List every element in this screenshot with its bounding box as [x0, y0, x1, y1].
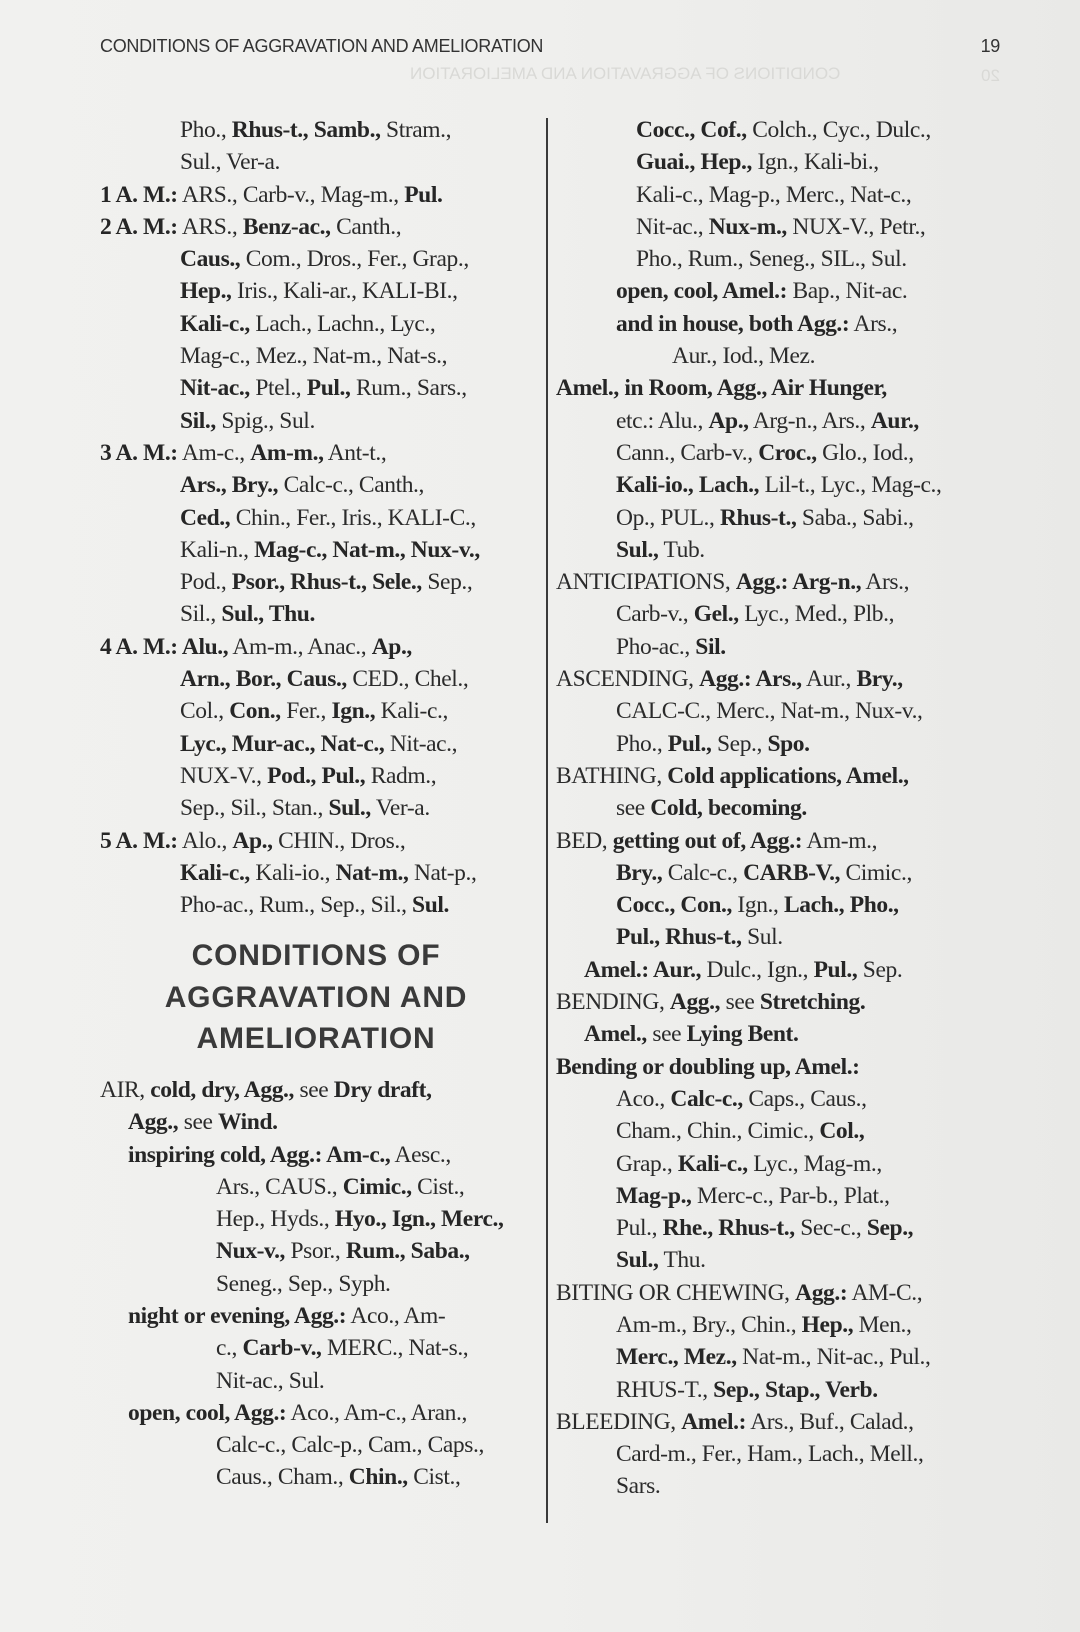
bold-remedy-text: Gel.,: [693, 601, 739, 628]
text-line: [556, 372, 1004, 404]
text-line: [556, 308, 1004, 340]
plain-text: Cist.,: [411, 1173, 465, 1200]
bold-remedy-text: Agg.: Ars.,: [699, 666, 802, 693]
text-line: [100, 566, 532, 598]
plain-text: Kali-c., Mag-p., Merc., Nat-c.,: [636, 181, 912, 208]
left-entries-after-heading: [100, 1074, 532, 1494]
bold-remedy-text: Caus.,: [180, 246, 241, 273]
plain-text: see: [646, 1021, 687, 1048]
plain-text: see: [178, 1109, 218, 1136]
bold-remedy-text: Mag-c., Nat-m., Nux-v.,: [254, 536, 480, 563]
bold-remedy-text: Cocc., Cof.,: [636, 117, 747, 143]
plain-text: MERC., Nat-s.,: [321, 1335, 469, 1362]
plain-text: Op., PUL.,: [616, 504, 720, 531]
plain-text: Cann., Carb-v.,: [616, 439, 759, 466]
bold-remedy-text: inspiring cold, Agg.: Am-c.,: [128, 1141, 391, 1168]
bold-remedy-text: open, cool, Agg.:: [128, 1399, 287, 1426]
bold-remedy-text: Cold, becoming.: [650, 795, 807, 822]
plain-text: Tub.: [658, 536, 705, 563]
bold-remedy-text: 4 A. M.: Alu.,: [100, 633, 229, 660]
text-line: [556, 792, 1004, 824]
bold-remedy-text: Lying Bent.: [686, 1021, 799, 1048]
plain-text: Ver-a.: [370, 795, 430, 822]
plain-text: etc.: Alu.,: [616, 407, 709, 434]
plain-text: ARS.,: [177, 213, 243, 240]
bold-remedy-text: Col.,: [819, 1118, 865, 1145]
bold-remedy-text: Benz-ac.,: [242, 213, 331, 240]
bold-remedy-text: Croc.,: [758, 439, 817, 466]
text-line: [100, 146, 532, 178]
bold-remedy-text: Ars., Bry.,: [180, 472, 279, 499]
bold-remedy-text: Spo.: [767, 730, 810, 757]
text-line: [100, 502, 532, 534]
section-heading-line-1: CONDITIONS OF: [191, 939, 441, 973]
bold-remedy-text: Sul.,: [616, 1247, 659, 1274]
text-line: [100, 534, 532, 566]
plain-text: Colch., Cyc., Dulc.,: [746, 117, 931, 143]
plain-text: c.,: [216, 1335, 243, 1362]
bold-remedy-text: 2 A. M.:: [100, 213, 178, 240]
bold-remedy-text: Ap.,: [371, 633, 412, 660]
plain-text: Pho-ac., Rum., Sep., Sil.,: [180, 892, 413, 919]
plain-text: Cimic.,: [840, 859, 912, 886]
text-line: [100, 857, 532, 889]
text-line: [556, 114, 1004, 146]
bold-remedy-text: Rum., Saba.,: [345, 1238, 470, 1265]
text-line: [556, 243, 1004, 275]
plain-text: Lyc., Med., Plb.,: [738, 601, 895, 628]
plain-text: Glo., Iod.,: [816, 439, 914, 466]
bold-remedy-text: Nat-m.,: [335, 859, 409, 886]
bold-remedy-text: Mag-p.,: [616, 1182, 692, 1209]
plain-text: Spig., Sul.: [215, 407, 315, 434]
bold-remedy-text: cold, dry, Agg.,: [150, 1076, 294, 1103]
text-line: [100, 1397, 532, 1429]
plain-text: Thu.: [658, 1247, 706, 1274]
plain-text: Calc-c., Calc-p., Cam., Caps.,: [216, 1432, 484, 1459]
plain-text: Nit-ac.,: [636, 213, 709, 240]
text-line: [100, 469, 532, 501]
plain-text: AM-C.,: [847, 1279, 923, 1306]
text-line: [100, 598, 532, 630]
plain-text: Ars.,: [849, 310, 898, 337]
plain-text: Kali-c.,: [375, 698, 448, 725]
bold-remedy-text: Kali-io., Lach.,: [616, 472, 760, 499]
bold-remedy-text: Hyo., Ign., Merc.,: [334, 1206, 504, 1233]
text-line: [556, 1180, 1004, 1212]
bold-remedy-text: Agg.,: [669, 989, 721, 1016]
plain-text: Col.,: [180, 698, 230, 725]
bold-remedy-text: Cocc., Con.,: [616, 892, 732, 919]
plain-text: Card-m., Fer., Ham., Lach., Mell.,: [616, 1441, 924, 1468]
text-line: [556, 1148, 1004, 1180]
text-line: [100, 437, 532, 469]
plain-text: Nit-ac.,: [384, 730, 458, 757]
plain-text: Bap., Nit-ac.: [787, 278, 908, 305]
text-line: [100, 1365, 532, 1397]
plain-text: Radm.,: [365, 762, 437, 789]
bold-remedy-text: Sep.,: [866, 1215, 914, 1242]
bold-remedy-text: Am-m.,: [250, 439, 324, 466]
left-column: [100, 114, 532, 1494]
bold-remedy-text: Guai., Hep.,: [636, 149, 752, 176]
plain-text: Pho.,: [180, 117, 232, 143]
text-line: [556, 1115, 1004, 1147]
text-line: [556, 889, 1004, 921]
bold-remedy-text: Sep., Stap., Verb.: [713, 1376, 878, 1403]
text-line: [100, 372, 532, 404]
bold-remedy-text: Dry draft,: [333, 1076, 432, 1103]
plain-text: Lach., Lachn., Lyc.,: [249, 310, 436, 337]
plain-text: Men.,: [853, 1311, 912, 1338]
plain-text: Kali-n.,: [180, 536, 255, 563]
bold-remedy-text: Rhe., Rhus-t.,: [662, 1215, 795, 1242]
bold-remedy-text: Pod., Pul.,: [267, 762, 366, 789]
text-line: [100, 1139, 532, 1171]
bold-remedy-text: Stretching.: [759, 989, 866, 1016]
plain-text: Aco., Am-c., Aran.,: [286, 1399, 467, 1426]
bold-remedy-text: Cold applications, Amel.,: [667, 762, 909, 789]
text-line: [556, 1309, 1004, 1341]
text-line: [100, 825, 532, 857]
plain-text: Carb-v.,: [616, 601, 694, 628]
plain-text: Sil.,: [180, 601, 222, 628]
plain-text: RHUS-T.,: [616, 1376, 714, 1403]
plain-text: Saba., Sabi.,: [796, 504, 914, 531]
plain-text: Alo.,: [177, 827, 233, 854]
bold-remedy-text: Sul.,: [616, 536, 659, 563]
bold-remedy-text: Pul., Rhus-t.,: [616, 924, 742, 951]
text-line: [556, 1341, 1004, 1373]
bold-remedy-text: night or evening, Agg.:: [128, 1303, 347, 1329]
bold-remedy-text: Con.,: [229, 698, 281, 725]
text-line: [100, 211, 532, 243]
bold-remedy-text: Amel., in Room, Agg., Air Hunger,: [556, 375, 887, 402]
left-entries-before-heading: [100, 114, 532, 921]
plain-text: NUX-V.,: [180, 762, 268, 789]
text-line: [556, 1277, 1004, 1309]
plain-text: Stram.,: [380, 117, 452, 143]
text-line: [556, 340, 1004, 372]
plain-text: Cham., Chin., Cimic.,: [616, 1118, 820, 1145]
plain-text: Ign.,: [731, 892, 784, 919]
bold-remedy-text: Chin.,: [348, 1464, 408, 1491]
bold-remedy-text: Kali-c.,: [180, 859, 250, 886]
plain-text: Am-c.,: [177, 439, 251, 466]
bold-remedy-text: Sul.: [412, 892, 449, 919]
bold-remedy-text: Sul., Thu.: [221, 601, 315, 628]
text-line: [556, 1051, 1004, 1083]
plain-text: Aur.,: [801, 666, 857, 693]
plain-text: Arg-n., Ars.,: [748, 407, 871, 434]
text-line: [556, 921, 1004, 953]
text-line: [556, 566, 1004, 598]
plain-text: Lil-t., Lyc., Mag-c.,: [759, 472, 942, 499]
bold-remedy-text: Cimic.,: [342, 1173, 412, 1200]
plain-text: CALC-C., Merc., Nat-m., Nux-v.,: [616, 698, 923, 725]
plain-text: Seneg., Sep., Syph.: [216, 1270, 391, 1297]
bold-remedy-text: 3 A. M.:: [100, 439, 178, 466]
plain-text: CED., Chel.,: [346, 666, 469, 693]
plain-text: Aco., Am-: [346, 1303, 446, 1329]
plain-text: Ars.,: [861, 569, 910, 596]
plain-text: Chin., Fer., Iris., KALI-C.,: [230, 504, 476, 531]
bold-remedy-text: Sil.,: [180, 407, 216, 434]
text-line: [100, 1171, 532, 1203]
plain-text: Sul., Ver-a.: [180, 149, 281, 176]
text-line: [100, 1429, 532, 1461]
plain-text: Sep.,: [421, 569, 473, 596]
text-line: [556, 534, 1004, 566]
text-line: [100, 308, 532, 340]
text-line: [556, 275, 1004, 307]
text-line: [556, 179, 1004, 211]
bold-remedy-text: Calc-c.,: [670, 1085, 743, 1112]
text-line: [100, 114, 532, 146]
bold-remedy-text: Agg.:: [795, 1279, 848, 1306]
plain-text: Pul.,: [616, 1215, 663, 1242]
plain-text: Sep.,: [711, 730, 768, 757]
right-column: [556, 114, 1004, 1503]
plain-text: Dulc., Ign.,: [701, 956, 814, 983]
bold-remedy-text: Ap.,: [708, 407, 749, 434]
bold-remedy-text: Psor., Rhus-t., Sele.,: [231, 569, 422, 596]
text-line: [556, 405, 1004, 437]
bold-remedy-text: Amel.:: [681, 1408, 747, 1435]
text-line: [556, 663, 1004, 695]
text-line: [100, 728, 532, 760]
plain-text: BATHING,: [556, 762, 668, 789]
text-line: [556, 695, 1004, 727]
text-line: [556, 986, 1004, 1018]
plain-text: Sars.: [616, 1473, 661, 1500]
plain-text: BED,: [556, 827, 613, 854]
bold-remedy-text: Amel.: Aur.,: [584, 956, 702, 983]
plain-text: Kali-io.,: [249, 859, 336, 886]
text-line: [556, 1438, 1004, 1470]
text-line: [556, 1018, 1004, 1050]
bold-remedy-text: Nux-v.,: [216, 1238, 286, 1265]
plain-text: Fer.,: [280, 698, 332, 725]
plain-text: ARS., Carb-v., Mag-m.,: [177, 181, 405, 208]
plain-text: CHIN., Dros.,: [272, 827, 406, 854]
text-line: [100, 1235, 532, 1267]
bold-remedy-text: Amel.,: [584, 1021, 647, 1048]
plain-text: Am-m., Bry., Chin.,: [616, 1311, 802, 1338]
bold-remedy-text: Sul.,: [328, 795, 371, 822]
text-line: [556, 469, 1004, 501]
plain-text: Psor.,: [285, 1238, 346, 1265]
bold-remedy-text: Nit-ac.,: [180, 375, 250, 402]
bold-remedy-text: Hep.,: [180, 278, 232, 305]
bold-remedy-text: Nux-m.,: [708, 213, 787, 240]
plain-text: Lyc., Mag-m.,: [747, 1150, 882, 1177]
plain-text: Nat-m., Nit-ac., Pul.,: [736, 1344, 931, 1371]
plain-text: ASCENDING,: [556, 666, 700, 693]
text-line: [100, 792, 532, 824]
bold-remedy-text: Rhus-t., Samb.,: [231, 117, 381, 143]
plain-text: Com., Dros., Fer., Grap.,: [240, 246, 469, 273]
plain-text: Pod.,: [180, 569, 232, 596]
plain-text: Nit-ac., Sul.: [216, 1367, 325, 1394]
text-line: [556, 1374, 1004, 1406]
plain-text: Aco.,: [616, 1085, 671, 1112]
plain-text: Pho.,: [616, 730, 668, 757]
text-line: [556, 598, 1004, 630]
text-line: [100, 275, 532, 307]
bleed-through-title: CONDITIONS OF AGGRAVATION AND AMELIORATION: [410, 64, 841, 83]
bold-remedy-text: CARB-V.,: [743, 859, 841, 886]
bold-remedy-text: Ign.,: [331, 698, 376, 725]
text-line: [556, 146, 1004, 178]
right-entries: [556, 114, 1004, 1503]
bold-remedy-text: Hep.,: [801, 1311, 854, 1338]
bold-remedy-text: Sil.: [695, 633, 726, 660]
bold-remedy-text: 1 A. M.:: [100, 181, 178, 208]
plain-text: Ant-t.,: [323, 439, 387, 466]
text-line: [100, 695, 532, 727]
plain-text: Hep., Hyds.,: [216, 1206, 335, 1233]
text-line: [100, 1074, 532, 1106]
text-line: [100, 889, 532, 921]
plain-text: AIR,: [100, 1076, 151, 1103]
page-number: 19: [980, 36, 1000, 56]
plain-text: Cist.,: [407, 1464, 461, 1491]
section-heading: [100, 935, 532, 1060]
plain-text: Ars., CAUS.,: [216, 1173, 343, 1200]
plain-text: Nat-p.,: [408, 859, 477, 886]
plain-text: see: [294, 1076, 334, 1103]
text-line: [556, 1244, 1004, 1276]
bold-remedy-text: Rhus-t.,: [719, 504, 797, 531]
text-line: [556, 857, 1004, 889]
text-line: [556, 502, 1004, 534]
bold-remedy-text: Arn., Bor., Caus.,: [180, 666, 347, 693]
plain-text: Aur., Iod., Mez.: [672, 343, 816, 370]
plain-text: Pho-ac.,: [616, 633, 696, 660]
bold-remedy-text: and in house, both Agg.:: [616, 310, 850, 337]
bold-remedy-text: Agg.,: [128, 1109, 179, 1136]
plain-text: BENDING,: [556, 989, 670, 1016]
bleed-through-page-number: 20: [981, 66, 1000, 85]
plain-text: BITING OR CHEWING,: [556, 1279, 796, 1306]
plain-text: Canth.,: [330, 213, 402, 240]
bold-remedy-text: Kali-c.,: [180, 310, 250, 337]
text-line: [100, 1300, 532, 1332]
text-line: [100, 1203, 532, 1235]
plain-text: see: [616, 795, 651, 822]
plain-text: Sep., Sil., Stan.,: [180, 795, 329, 822]
bold-remedy-text: Carb-v.,: [242, 1335, 322, 1362]
text-line: [100, 1106, 532, 1138]
plain-text: Sul.: [741, 924, 783, 951]
section-heading-line-2: AGGRAVATION AND: [164, 980, 468, 1014]
bold-remedy-text: open, cool, Amel.:: [616, 278, 787, 305]
bold-remedy-text: Aur.,: [870, 407, 919, 434]
text-line: [556, 954, 1004, 986]
text-line: [556, 211, 1004, 243]
text-line: [100, 631, 532, 663]
plain-text: BLEEDING,: [556, 1408, 682, 1435]
plain-text: Ign., Kali-bi.,: [751, 149, 879, 176]
text-line: [556, 1406, 1004, 1438]
bold-remedy-text: Lach., Pho.,: [783, 892, 899, 919]
text-line: [556, 437, 1004, 469]
bold-remedy-text: Wind.: [218, 1109, 278, 1136]
bold-remedy-text: Lyc., Mur-ac., Nat-c.,: [180, 730, 385, 757]
text-line: [100, 1268, 532, 1300]
running-head-title: CONDITIONS OF AGGRAVATION AND AMELIORATION: [100, 36, 544, 56]
bold-remedy-text: Bry.,: [856, 666, 903, 693]
bold-remedy-text: Ced.,: [180, 504, 231, 531]
plain-text: Grap.,: [616, 1150, 678, 1177]
text-line: [100, 1461, 532, 1493]
bold-remedy-text: 5 A. M.:: [100, 827, 178, 854]
bold-remedy-text: Bry.,: [616, 859, 663, 886]
column-divider: [546, 118, 548, 1523]
text-line: [100, 760, 532, 792]
text-line: [556, 1470, 1004, 1502]
text-line: [100, 663, 532, 695]
text-line: [100, 243, 532, 275]
bold-remedy-text: Bending or doubling up, Amel.:: [556, 1053, 860, 1080]
plain-text: Pho., Rum., Seneg., SIL., Sul.: [636, 246, 907, 273]
bold-remedy-text: Kali-c.,: [677, 1150, 748, 1177]
plain-text: Ptel.,: [249, 375, 307, 402]
text-line: [556, 1083, 1004, 1115]
plain-text: Sec-c.,: [794, 1215, 867, 1242]
plain-text: NUX-V., Petr.,: [786, 213, 926, 240]
bold-remedy-text: Pul.,: [813, 956, 858, 983]
bold-remedy-text: Agg.: Arg-n.,: [735, 569, 862, 596]
plain-text: Ars., Buf., Calad.,: [746, 1408, 914, 1435]
text-line: [556, 631, 1004, 663]
plain-text: Am-m.,: [802, 827, 878, 854]
bold-remedy-text: getting out of, Agg.:: [612, 827, 803, 854]
section-heading-line-3: AMELIORATION: [196, 1022, 436, 1056]
bold-remedy-text: Pul.,: [306, 375, 351, 402]
plain-text: Rum., Sars.,: [350, 375, 467, 402]
plain-text: Iris., Kali-ar., KALI-BI.,: [231, 278, 458, 305]
text-line: [556, 728, 1004, 760]
plain-text: Merc-c., Par-b., Plat.,: [691, 1182, 890, 1209]
text-line: [100, 1332, 532, 1364]
plain-text: Am-m., Anac.,: [228, 633, 372, 660]
text-line: [556, 760, 1004, 792]
text-line: [556, 825, 1004, 857]
plain-text: Caus., Cham.,: [216, 1464, 349, 1491]
plain-text: see: [720, 989, 760, 1016]
text-line: [100, 340, 532, 372]
bold-remedy-text: Merc., Mez.,: [616, 1344, 737, 1371]
running-head: [100, 36, 1000, 64]
bold-remedy-text: Pul.: [404, 181, 443, 208]
text-line: [100, 405, 532, 437]
plain-text: ANTICIPATIONS,: [556, 569, 736, 596]
text-line: [556, 1212, 1004, 1244]
plain-text: Aesc.,: [390, 1141, 451, 1168]
plain-text: Caps., Caus.,: [742, 1085, 867, 1112]
bold-remedy-text: Ap.,: [232, 827, 273, 854]
plain-text: Sep.: [857, 956, 903, 983]
plain-text: Calc-c.,: [662, 859, 744, 886]
text-line: [100, 179, 532, 211]
bold-remedy-text: Pul.,: [667, 730, 712, 757]
plain-text: Calc-c., Canth.,: [278, 472, 424, 499]
plain-text: Mag-c., Mez., Nat-m., Nat-s.,: [180, 343, 448, 370]
